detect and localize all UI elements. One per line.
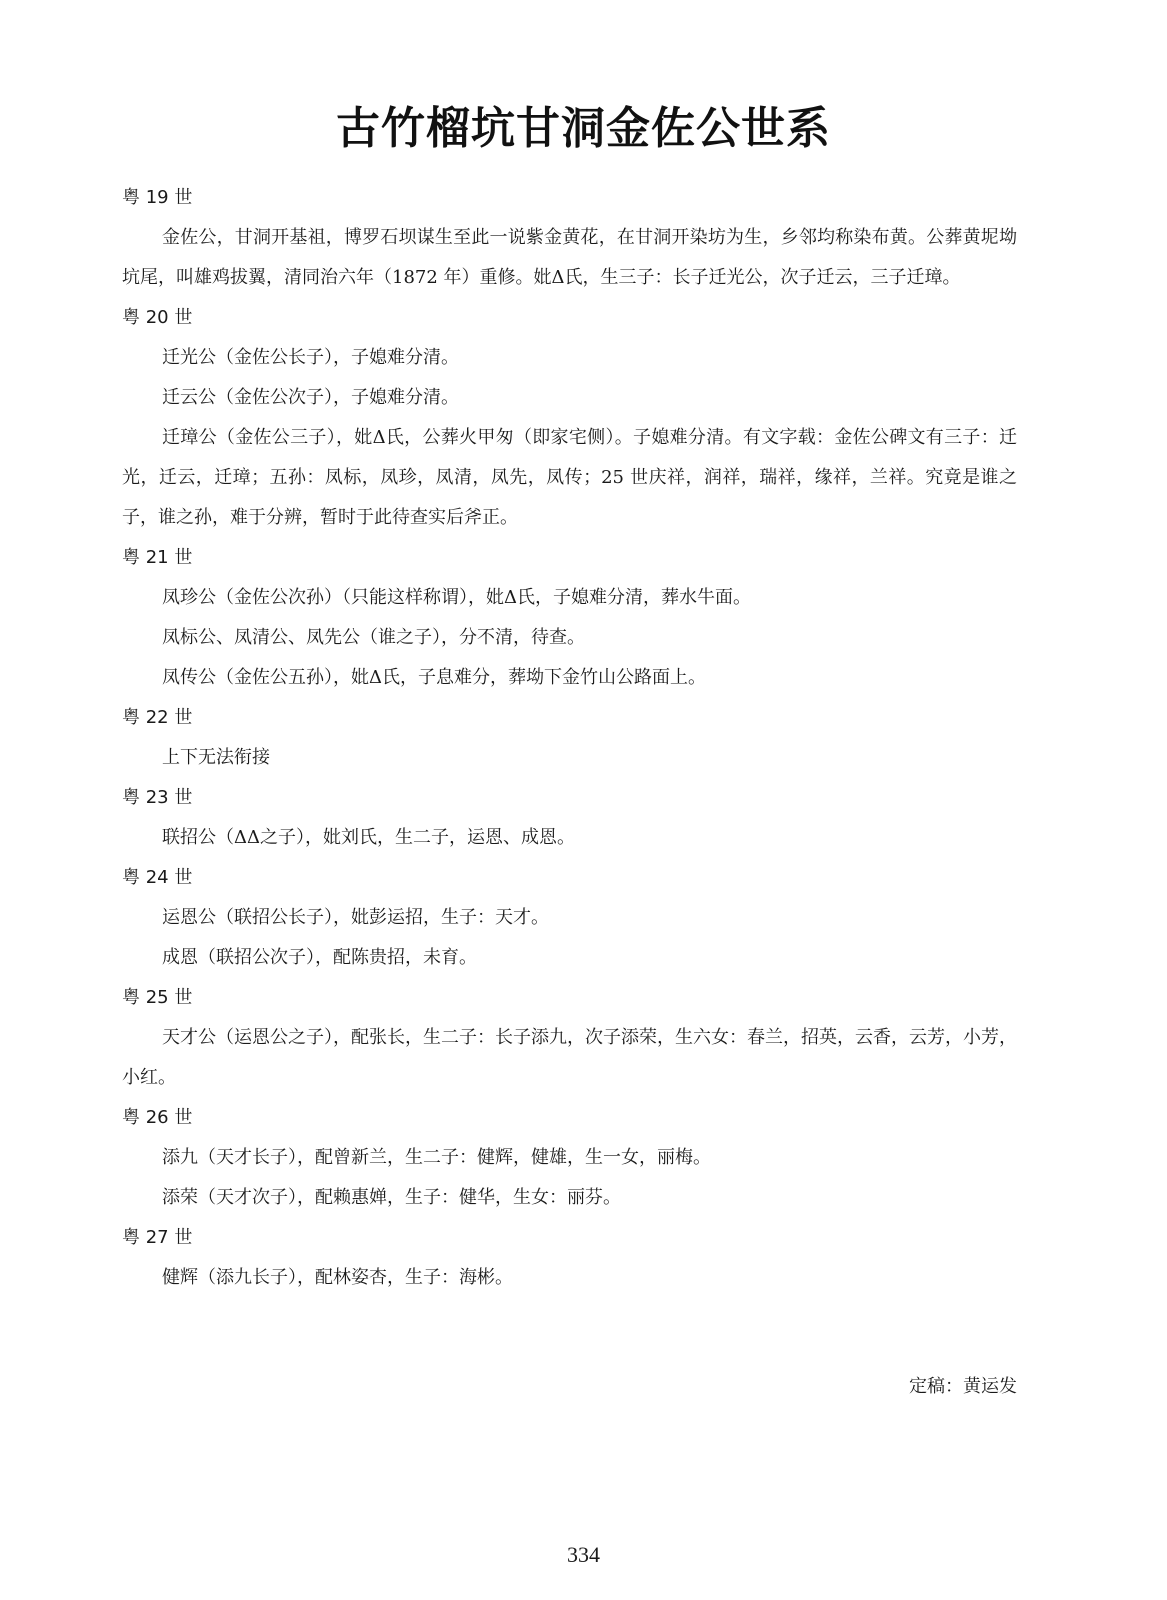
generation-section [122,1218,1017,1298]
page-title: 古竹榴坑甘洞金佐公世系 [336,103,831,154]
generation-section [122,698,1017,778]
signoff-author: 定稿：黄运发 [909,1376,1017,1397]
genealogy-entry: 迁云公（金佐公次子），子媳难分清。 [162,387,459,408]
genealogy-entry: 成恩（联招公次子），配陈贵招，未育。 [162,947,477,968]
generation-section [122,978,1017,1098]
generation-heading: 粤 20 世 [122,307,193,328]
generation-section [122,1098,1017,1218]
generation-heading: 粤 19 世 [122,187,193,208]
genealogy-entry: 上下无法衔接 [162,747,270,768]
generation-heading: 粤 22 世 [122,707,193,728]
genealogy-entry: 迁璋公（金佐公三子），妣Δ氏，公葬火甲匆（即家宅侧）。子媳难分清。有文字载：金佐公碑文有三子：迁光，迁云，迁璋；五孙：凤标，凤珍，凤清，凤先，凤传；25 世庆祥，润祥，瑞祥，缘祥，兰祥。究竟是谁之子，谁之孙，难于分辨，暂时于此待查实后斧正。 [122,427,1017,528]
generation-heading: 粤 21 世 [122,547,193,568]
genealogy-entry: 凤珍公（金佐公次孙）（只能这样称谓），妣Δ氏，子媳难分清，葬水牛面。 [162,587,751,608]
genealogy-entry: 凤传公（金佐公五孙），妣Δ氏，子息难分，葬坳下金竹山公路面上。 [162,667,706,688]
generation-section [122,178,1017,298]
genealogy-content [122,178,1017,1298]
genealogy-entry: 健辉（添九长子），配林姿杏，生子：海彬。 [162,1267,513,1288]
genealogy-entry: 运恩公（联招公长子），妣彭运招，生子：天才。 [162,907,549,928]
genealogy-entry: 添荣（天才次子），配赖惠婵，生子：健华，生女：丽芬。 [162,1187,621,1208]
generation-heading: 粤 25 世 [122,987,193,1008]
genealogy-entry: 凤标公、凤清公、凤先公（谁之子），分不清，待查。 [162,627,585,648]
generation-section [122,778,1017,858]
page-number: 334 [567,1542,600,1567]
genealogy-entry: 添九（天才长子），配曾新兰，生二子：健辉，健雄，生一女，丽梅。 [162,1147,711,1168]
genealogy-entry: 金佐公，甘洞开基祖，博罗石坝谋生至此一说紫金黄花，在甘洞开染坊为生，乡邻均称染布黄。公葬黄坭坳坑尾，叫雄鸡拔翼，清同治六年（1872 年）重修。妣Δ氏，生三子：长子迁光公，次子迁云，三子迁璋。 [122,227,1017,288]
generation-heading: 粤 23 世 [122,787,193,808]
generation-section [122,858,1017,978]
genealogy-entry: 迁光公（金佐公长子），子媳难分清。 [162,347,459,368]
generation-section [122,298,1017,538]
generation-heading: 粤 27 世 [122,1227,193,1248]
generation-heading: 粤 24 世 [122,867,193,888]
generation-section [122,538,1017,698]
generation-heading: 粤 26 世 [122,1107,193,1128]
genealogy-entry: 联招公（ΔΔ之子），妣刘氏，生二子，运恩、成恩。 [162,827,575,848]
genealogy-entry: 天才公（运恩公之子），配张长，生二子：长子添九，次子添荣，生六女：春兰，招英，云香，云芳，小芳，小红。 [122,1027,1017,1088]
